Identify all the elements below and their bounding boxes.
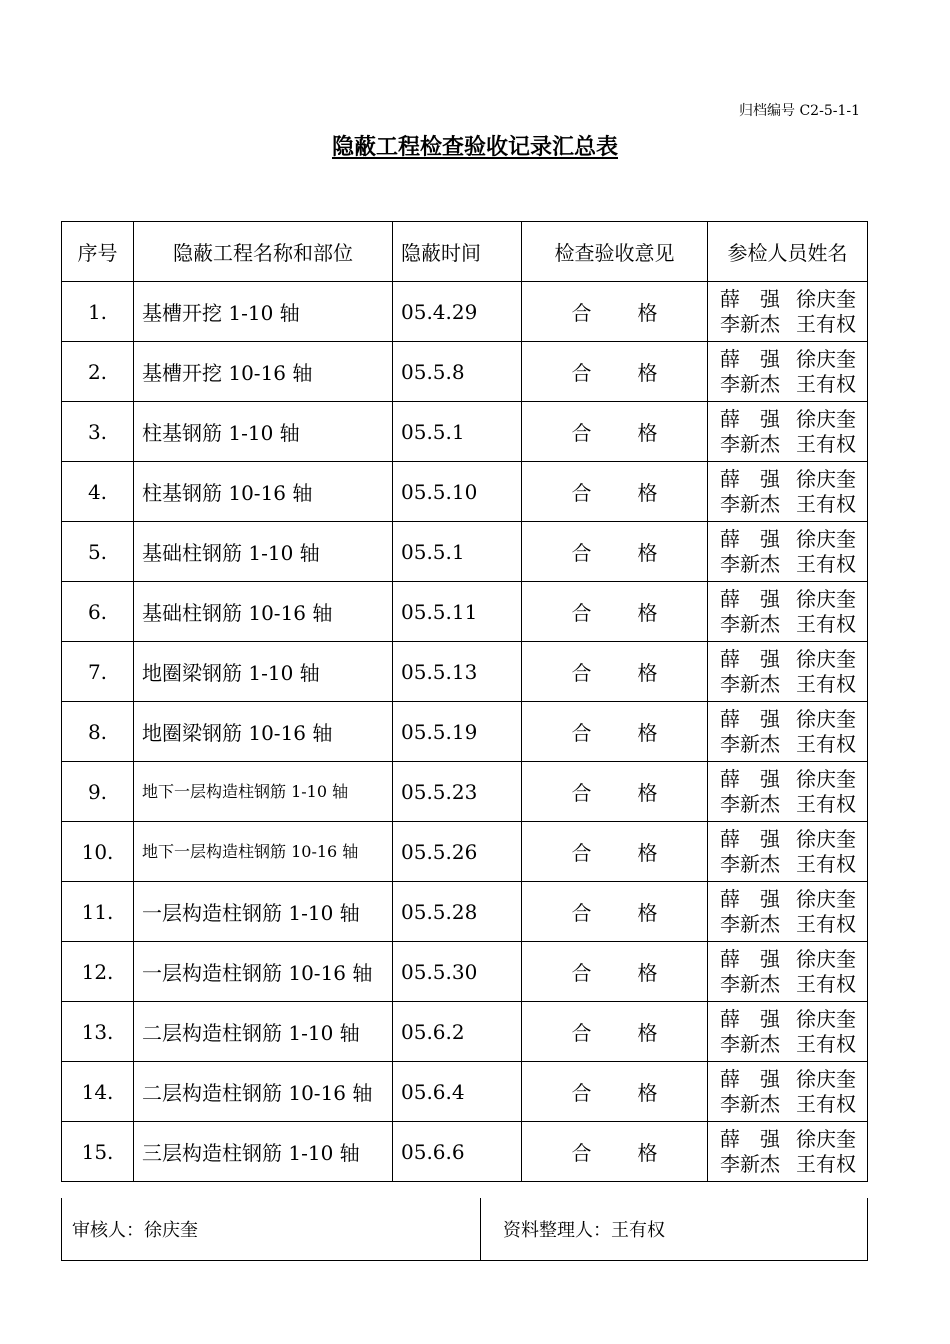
row-no: 11. (62, 882, 134, 942)
people-line-1 (720, 1007, 867, 1032)
person-name: 徐庆奎 (796, 886, 856, 911)
row-no: 4. (62, 462, 134, 522)
row-no: 12. (62, 942, 134, 1002)
person-name: 徐庆奎 (796, 286, 856, 311)
opinion-char-1: 合 (571, 361, 592, 385)
opinion-char-1: 合 (571, 901, 592, 925)
person-name: 王有权 (796, 851, 856, 876)
row-people (708, 522, 868, 582)
person-name: 王有权 (796, 971, 856, 996)
people-line-2 (720, 852, 867, 877)
person-name: 李新杰 (720, 431, 780, 456)
table-body (62, 222, 868, 1182)
row-time: 05.5.10 (393, 462, 522, 522)
opinion-char-1: 合 (571, 481, 592, 505)
people-line-1 (720, 527, 867, 552)
person-name: 王有权 (796, 671, 856, 696)
row-people (708, 1002, 868, 1062)
people-line-1 (720, 287, 867, 312)
row-opinion (522, 882, 708, 942)
row-name: 地下一层构造柱钢筋 1-10 轴 (134, 762, 393, 822)
person-name: 薛 强 (720, 1006, 780, 1031)
row-time: 05.5.26 (393, 822, 522, 882)
opinion-char-2: 格 (637, 661, 658, 685)
table-row (62, 1002, 868, 1062)
row-people (708, 462, 868, 522)
person-name: 李新杰 (720, 1151, 780, 1176)
person-name: 李新杰 (720, 371, 780, 396)
row-name: 地下一层构造柱钢筋 10-16 轴 (134, 822, 393, 882)
row-name: 三层构造柱钢筋 1-10 轴 (134, 1122, 393, 1182)
people-line-2 (720, 492, 867, 517)
person-name: 李新杰 (720, 791, 780, 816)
summary-table (61, 221, 868, 1182)
row-people (708, 942, 868, 1002)
row-opinion (522, 342, 708, 402)
opinion-char-2: 格 (637, 1141, 658, 1165)
people-line-2 (720, 372, 867, 397)
people-line-2 (720, 432, 867, 457)
people-line-1 (720, 647, 867, 672)
people-line-2 (720, 1092, 867, 1117)
row-people (708, 762, 868, 822)
opinion-char-2: 格 (637, 721, 658, 745)
table-row (62, 702, 868, 762)
row-no: 8. (62, 702, 134, 762)
row-time: 05.5.8 (393, 342, 522, 402)
row-people (708, 402, 868, 462)
row-name: 基础柱钢筋 10-16 轴 (134, 582, 393, 642)
person-name: 薛 强 (720, 886, 780, 911)
row-people (708, 702, 868, 762)
person-name: 薛 强 (720, 766, 780, 791)
person-name: 徐庆奎 (796, 466, 856, 491)
row-time: 05.5.19 (393, 702, 522, 762)
row-name: 二层构造柱钢筋 10-16 轴 (134, 1062, 393, 1122)
opinion-char-2: 格 (637, 841, 658, 865)
table-row (62, 582, 868, 642)
people-line-2 (720, 732, 867, 757)
person-name: 薛 强 (720, 286, 780, 311)
row-no: 10. (62, 822, 134, 882)
person-name: 徐庆奎 (796, 946, 856, 971)
table-header-row (62, 222, 868, 282)
row-time: 05.6.4 (393, 1062, 522, 1122)
person-name: 薛 强 (720, 526, 780, 551)
row-name: 一层构造柱钢筋 10-16 轴 (134, 942, 393, 1002)
row-name: 柱基钢筋 1-10 轴 (134, 402, 393, 462)
row-time: 05.5.28 (393, 882, 522, 942)
row-no: 13. (62, 1002, 134, 1062)
people-line-1 (720, 1067, 867, 1092)
row-no: 9. (62, 762, 134, 822)
person-name: 李新杰 (720, 1091, 780, 1116)
person-name: 李新杰 (720, 311, 780, 336)
table-row (62, 402, 868, 462)
row-name: 地圈梁钢筋 10-16 轴 (134, 702, 393, 762)
row-no: 5. (62, 522, 134, 582)
opinion-char-1: 合 (571, 1141, 592, 1165)
table-row (62, 462, 868, 522)
person-name: 李新杰 (720, 491, 780, 516)
archive-number: 归档编号 C2-5-1-1 (739, 103, 860, 119)
people-line-1 (720, 827, 867, 852)
people-line-1 (720, 407, 867, 432)
person-name: 徐庆奎 (796, 346, 856, 371)
opinion-char-2: 格 (637, 601, 658, 625)
row-opinion (522, 522, 708, 582)
person-name: 薛 强 (720, 406, 780, 431)
person-name: 王有权 (796, 491, 856, 516)
table-row (62, 762, 868, 822)
opinion-char-1: 合 (571, 721, 592, 745)
person-name: 王有权 (796, 1091, 856, 1116)
person-name: 徐庆奎 (796, 1066, 856, 1091)
person-name: 王有权 (796, 791, 856, 816)
header-people: 参检人员姓名 (708, 222, 868, 282)
person-name: 徐庆奎 (796, 1006, 856, 1031)
row-opinion (522, 822, 708, 882)
people-line-2 (720, 1152, 867, 1177)
person-name: 薛 强 (720, 646, 780, 671)
person-name: 李新杰 (720, 611, 780, 636)
row-no: 2. (62, 342, 134, 402)
person-name: 李新杰 (720, 851, 780, 876)
row-opinion (522, 942, 708, 1002)
person-name: 薛 强 (720, 1126, 780, 1151)
table-row (62, 642, 868, 702)
row-no: 14. (62, 1062, 134, 1122)
people-line-2 (720, 312, 867, 337)
row-name: 地圈梁钢筋 1-10 轴 (134, 642, 393, 702)
table-row (62, 1122, 868, 1182)
row-no: 7. (62, 642, 134, 702)
row-people (708, 642, 868, 702)
person-name: 王有权 (796, 1151, 856, 1176)
opinion-char-2: 格 (637, 361, 658, 385)
person-name: 薛 强 (720, 946, 780, 971)
row-name: 二层构造柱钢筋 1-10 轴 (134, 1002, 393, 1062)
row-people (708, 582, 868, 642)
row-people (708, 882, 868, 942)
person-name: 王有权 (796, 371, 856, 396)
table-row (62, 882, 868, 942)
person-name: 薛 强 (720, 706, 780, 731)
person-name: 徐庆奎 (796, 586, 856, 611)
row-people (708, 1062, 868, 1122)
opinion-char-1: 合 (571, 541, 592, 565)
row-time: 05.6.6 (393, 1122, 522, 1182)
table-row (62, 942, 868, 1002)
people-line-2 (720, 612, 867, 637)
row-people (708, 822, 868, 882)
people-line-1 (720, 767, 867, 792)
page-title (0, 130, 950, 161)
people-line-2 (720, 1032, 867, 1057)
row-people (708, 282, 868, 342)
opinion-char-2: 格 (637, 541, 658, 565)
row-time: 05.6.2 (393, 1002, 522, 1062)
row-people (708, 342, 868, 402)
opinion-char-2: 格 (637, 421, 658, 445)
person-name: 薛 强 (720, 826, 780, 851)
row-opinion (522, 582, 708, 642)
row-opinion (522, 402, 708, 462)
people-line-1 (720, 707, 867, 732)
row-opinion (522, 702, 708, 762)
people-line-2 (720, 672, 867, 697)
opinion-char-2: 格 (637, 961, 658, 985)
row-name: 一层构造柱钢筋 1-10 轴 (134, 882, 393, 942)
header-no: 序号 (62, 222, 134, 282)
row-opinion (522, 282, 708, 342)
person-name: 李新杰 (720, 551, 780, 576)
row-opinion (522, 1122, 708, 1182)
row-name: 基础柱钢筋 1-10 轴 (134, 522, 393, 582)
row-opinion (522, 762, 708, 822)
opinion-char-1: 合 (571, 961, 592, 985)
person-name: 薛 强 (720, 1066, 780, 1091)
person-name: 李新杰 (720, 1031, 780, 1056)
people-line-1 (720, 1127, 867, 1152)
person-name: 徐庆奎 (796, 826, 856, 851)
row-time: 05.4.29 (393, 282, 522, 342)
person-name: 徐庆奎 (796, 706, 856, 731)
person-name: 薛 强 (720, 346, 780, 371)
opinion-char-2: 格 (637, 1021, 658, 1045)
opinion-char-2: 格 (637, 781, 658, 805)
person-name: 徐庆奎 (796, 646, 856, 671)
opinion-char-2: 格 (637, 481, 658, 505)
row-opinion (522, 1002, 708, 1062)
person-name: 徐庆奎 (796, 406, 856, 431)
people-line-1 (720, 467, 867, 492)
header-name: 隐蔽工程名称和部位 (134, 222, 393, 282)
header-time: 隐蔽时间 (393, 222, 522, 282)
row-no: 15. (62, 1122, 134, 1182)
person-name: 王有权 (796, 1031, 856, 1056)
row-time: 05.5.1 (393, 402, 522, 462)
opinion-char-1: 合 (571, 301, 592, 325)
person-name: 徐庆奎 (796, 1126, 856, 1151)
person-name: 徐庆奎 (796, 766, 856, 791)
row-time: 05.5.30 (393, 942, 522, 1002)
people-line-2 (720, 912, 867, 937)
person-name: 徐庆奎 (796, 526, 856, 551)
row-name: 基槽开挖 10-16 轴 (134, 342, 393, 402)
person-name: 李新杰 (720, 671, 780, 696)
person-name: 王有权 (796, 311, 856, 336)
table-row (62, 282, 868, 342)
person-name: 薛 强 (720, 466, 780, 491)
row-name: 柱基钢筋 10-16 轴 (134, 462, 393, 522)
people-line-1 (720, 347, 867, 372)
footer-row (62, 1198, 868, 1260)
row-opinion (522, 462, 708, 522)
people-line-2 (720, 972, 867, 997)
header-opinion: 检查验收意见 (522, 222, 708, 282)
opinion-char-2: 格 (637, 1081, 658, 1105)
table-row (62, 342, 868, 402)
person-name: 李新杰 (720, 971, 780, 996)
row-no: 3. (62, 402, 134, 462)
title-text: 隐蔽工程检查验收记录汇总表 (331, 134, 618, 160)
row-opinion (522, 1062, 708, 1122)
row-opinion (522, 642, 708, 702)
opinion-char-1: 合 (571, 421, 592, 445)
opinion-char-2: 格 (637, 901, 658, 925)
opinion-char-1: 合 (571, 781, 592, 805)
person-name: 王有权 (796, 611, 856, 636)
person-name: 王有权 (796, 911, 856, 936)
opinion-char-1: 合 (571, 661, 592, 685)
person-name: 王有权 (796, 731, 856, 756)
person-name: 王有权 (796, 551, 856, 576)
row-no: 6. (62, 582, 134, 642)
people-line-1 (720, 887, 867, 912)
footer-table (61, 1198, 868, 1261)
table-row (62, 522, 868, 582)
row-time: 05.5.23 (393, 762, 522, 822)
table-row (62, 822, 868, 882)
opinion-char-2: 格 (637, 301, 658, 325)
row-people (708, 1122, 868, 1182)
reviewer: 审核人：徐庆奎 (62, 1198, 481, 1260)
opinion-char-1: 合 (571, 601, 592, 625)
person-name: 李新杰 (720, 911, 780, 936)
opinion-char-1: 合 (571, 1081, 592, 1105)
person-name: 王有权 (796, 431, 856, 456)
row-time: 05.5.11 (393, 582, 522, 642)
opinion-char-1: 合 (571, 841, 592, 865)
opinion-char-1: 合 (571, 1021, 592, 1045)
people-line-2 (720, 792, 867, 817)
person-name: 李新杰 (720, 731, 780, 756)
compiler: 资料整理人：王有权 (481, 1198, 868, 1260)
row-name: 基槽开挖 1-10 轴 (134, 282, 393, 342)
people-line-1 (720, 947, 867, 972)
row-time: 05.5.1 (393, 522, 522, 582)
person-name: 薛 强 (720, 586, 780, 611)
table-row (62, 1062, 868, 1122)
people-line-1 (720, 587, 867, 612)
row-no: 1. (62, 282, 134, 342)
row-time: 05.5.13 (393, 642, 522, 702)
people-line-2 (720, 552, 867, 577)
